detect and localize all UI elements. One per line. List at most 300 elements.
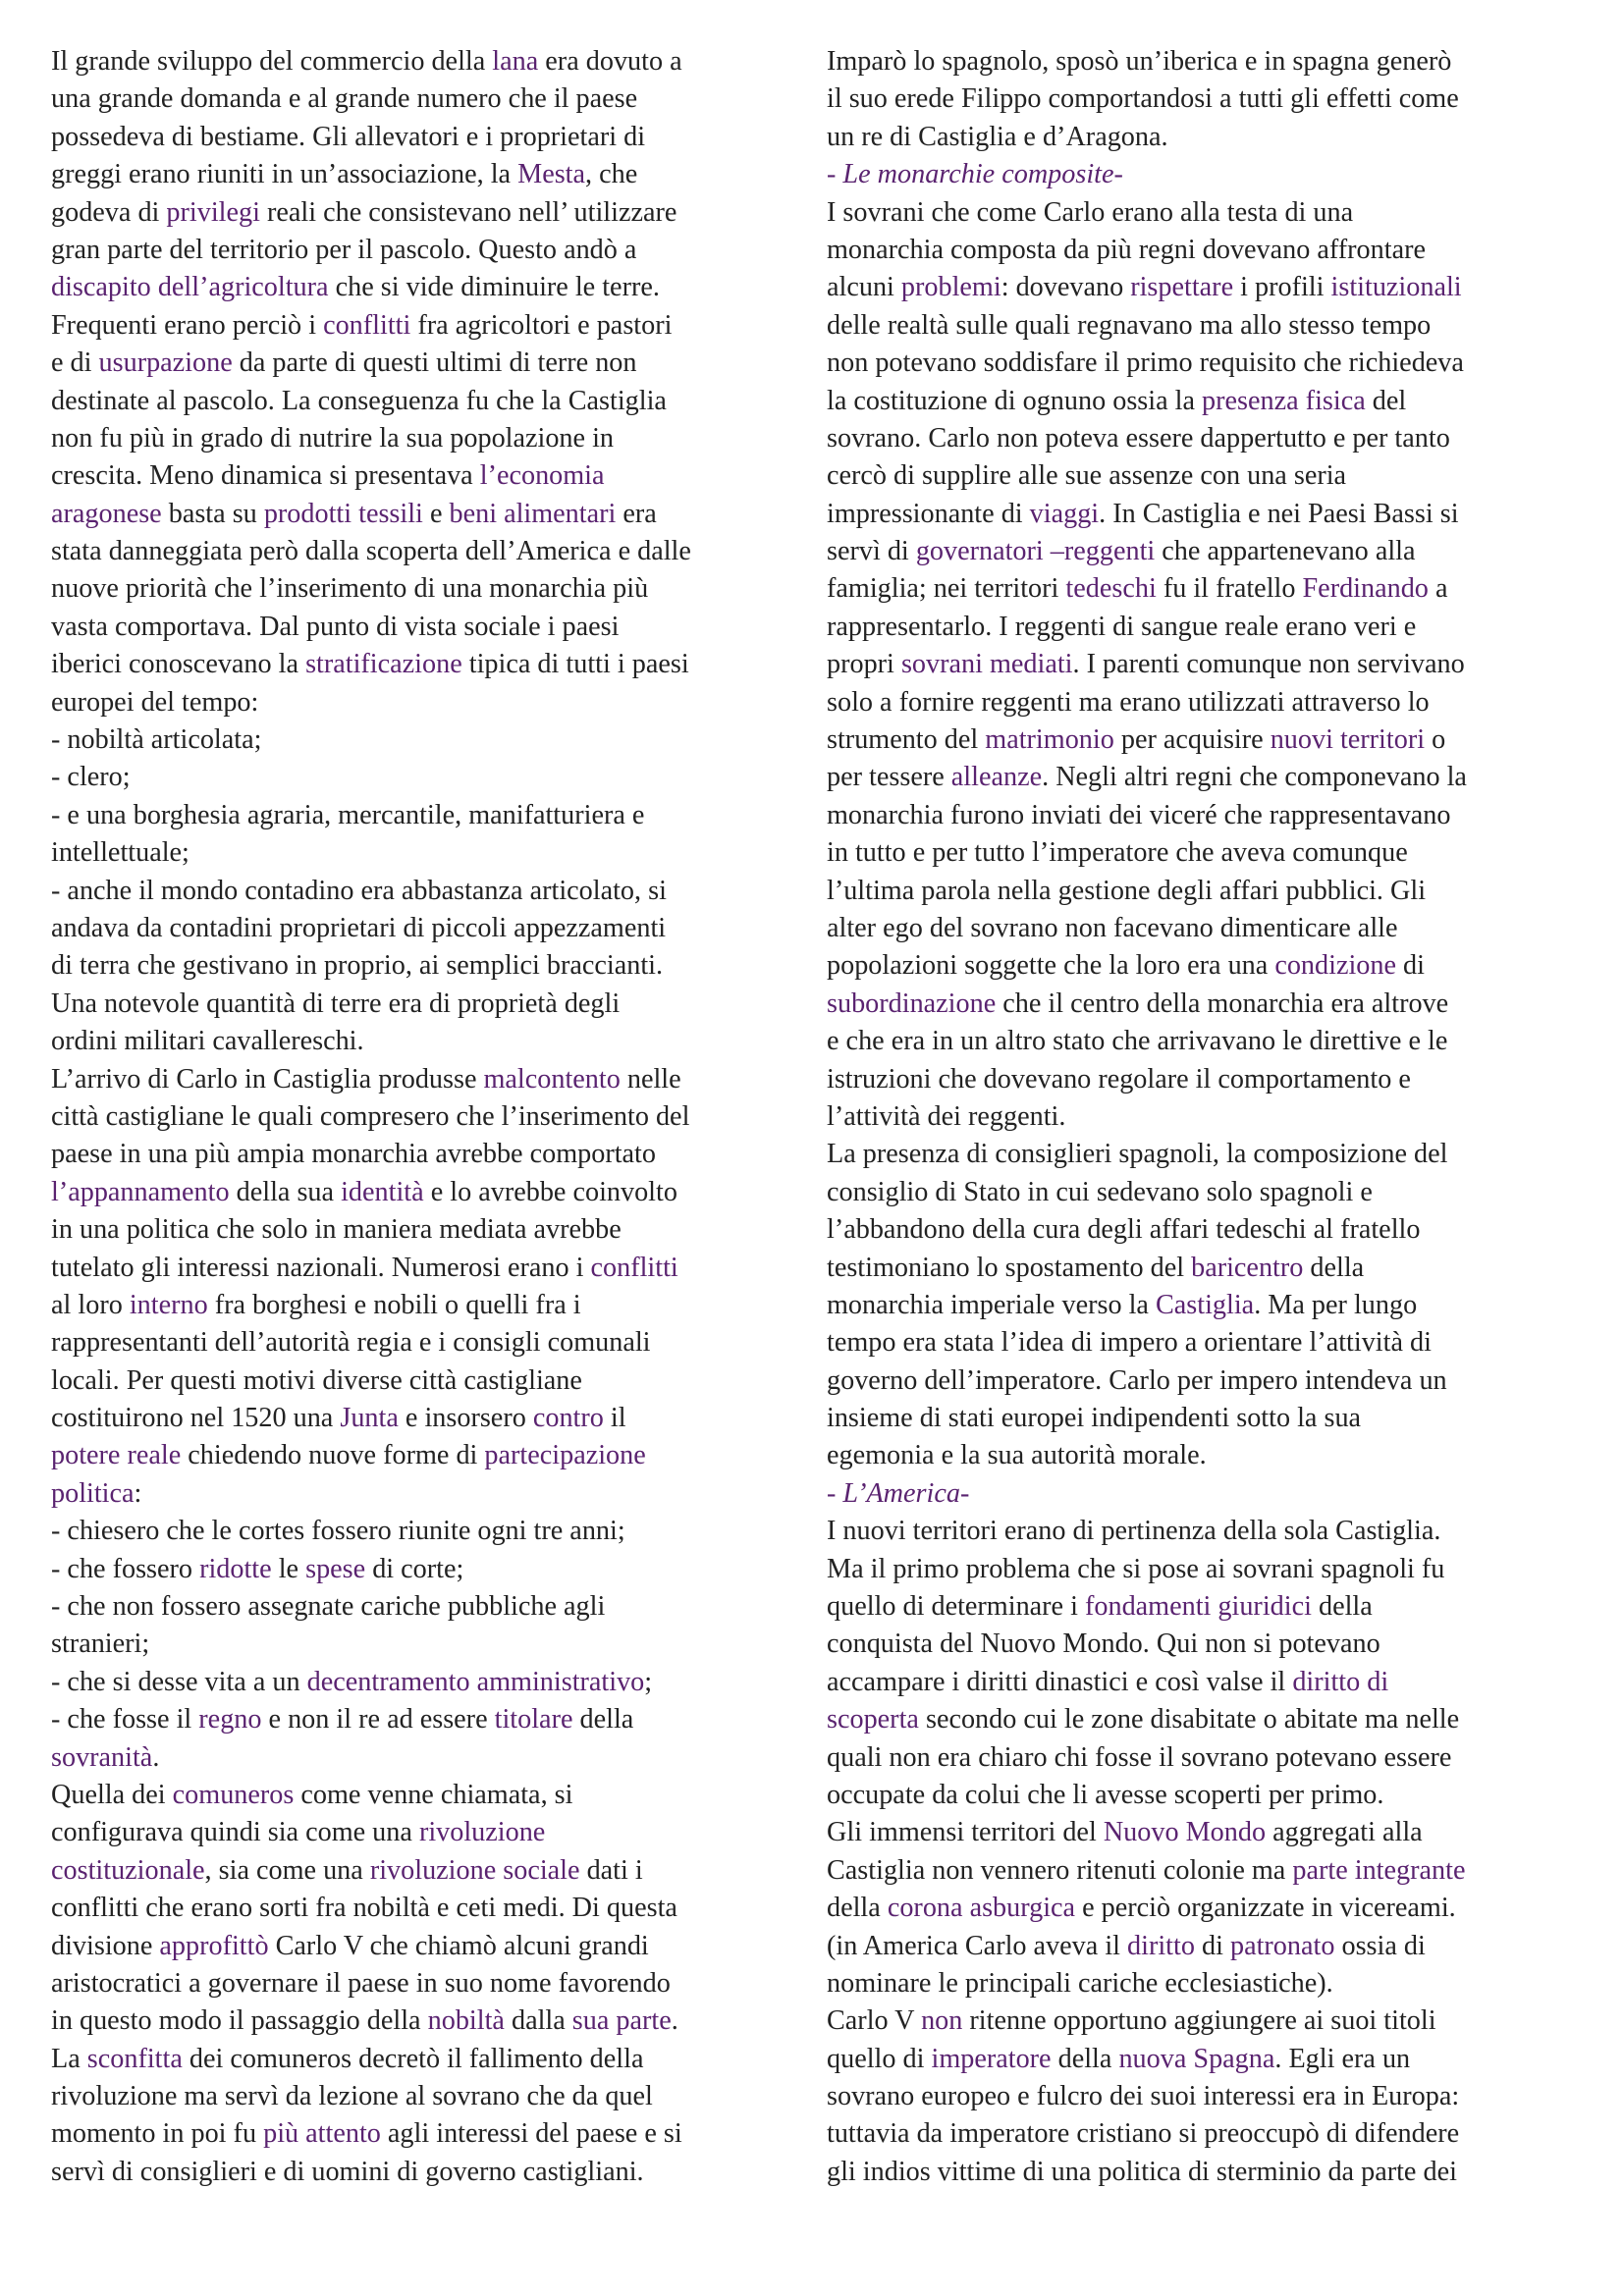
text-line <box>51 570 817 608</box>
text-run: . Negli altri regni che componevano la <box>1042 762 1467 793</box>
text-run: configurava quindi sia come una <box>51 1817 419 1848</box>
text-run: - che fossero <box>51 1553 200 1584</box>
text-line <box>827 1588 1593 1626</box>
text-run: Frequenti erano perciò i <box>51 309 324 341</box>
text-run: Imparò lo spagnolo, sposò un’iberica e in spagna generò <box>827 46 1452 77</box>
highlighted-keyword: fondamenti giuridici <box>1085 1591 1312 1623</box>
text-line <box>51 1965 817 2002</box>
text-line <box>51 797 817 834</box>
text-run: che si vide diminuire le terre. <box>328 272 660 303</box>
text-run: godeva di <box>51 196 167 228</box>
text-run: alter ego del sovrano non facevano dimenticare alle <box>827 912 1398 943</box>
text-line <box>51 873 817 910</box>
text-line <box>51 2154 817 2191</box>
text-line <box>51 1098 817 1136</box>
text-run: - che non fossero assegnate cariche pubbliche agli <box>51 1591 606 1623</box>
text-run: La presenza di consiglieri spagnoli, la composizione del <box>827 1139 1448 1170</box>
text-run: ; <box>644 1666 653 1697</box>
text-line <box>827 156 1593 193</box>
text-line <box>51 194 817 232</box>
text-run: sovrano europeo e fulcro dei suoi interessi era in Europa: <box>827 2081 1460 2112</box>
text-line <box>827 1174 1593 1211</box>
text-line <box>51 496 817 533</box>
text-run: nuove priorità che l’inserimento di una monarchia più <box>51 573 649 605</box>
text-run: della <box>572 1704 634 1735</box>
text-line <box>51 156 817 193</box>
text-line <box>827 1965 1593 2002</box>
highlighted-keyword: l’appannamento <box>51 1176 230 1207</box>
text-run: rappresentanti dell’autorità regia e i consigli comunali <box>51 1327 651 1359</box>
text-run: locali. Per questi motivi diverse città castigliane <box>51 1364 582 1396</box>
text-run: governo dell’imperatore. Carlo per impero intendeva un <box>827 1364 1447 1396</box>
text-line <box>827 721 1593 759</box>
text-line <box>51 119 817 156</box>
text-line <box>51 1513 817 1550</box>
text-line <box>827 910 1593 947</box>
text-run: quello di determinare i <box>827 1591 1085 1623</box>
text-run: al loro <box>51 1289 130 1320</box>
text-run: La <box>51 2043 87 2074</box>
text-line <box>51 43 817 80</box>
text-line <box>51 834 817 872</box>
text-run: l’attività dei reggenti. <box>827 1100 1066 1132</box>
text-run: popolazioni soggette che la loro era una <box>827 950 1275 982</box>
text-run: o <box>1425 724 1446 756</box>
highlighted-keyword: Nuovo Mondo <box>1103 1817 1267 1848</box>
text-run: in tutto e per tutto l’imperatore che aveva comunque <box>827 837 1408 869</box>
text-line <box>827 1777 1593 1814</box>
highlighted-keyword: prodotti tessili <box>263 498 423 529</box>
text-line <box>51 2078 817 2115</box>
text-run: paese in una più ampia monarchia avrebbe comportato <box>51 1139 656 1170</box>
text-run: ossia di <box>1334 1930 1426 1961</box>
text-run: I nuovi territori erano di pertinenza della sola Castiglia. <box>827 1516 1441 1547</box>
text-line <box>827 1475 1593 1513</box>
text-run: greggi erano riuniti in un’associazione, la <box>51 159 518 190</box>
text-run: Carlo V che chiamò alcuni grandi <box>268 1930 649 1961</box>
text-line <box>827 1400 1593 1437</box>
text-line <box>51 457 817 495</box>
text-line <box>51 1777 817 1814</box>
text-run: tempo era stata l’idea di impero a orientare l’attività di <box>827 1327 1432 1359</box>
text-run: L’arrivo di Carlo in Castiglia produsse <box>51 1063 484 1095</box>
text-line <box>827 1136 1593 1173</box>
text-line <box>51 759 817 796</box>
highlighted-keyword: parte integrante <box>1292 1854 1466 1886</box>
text-line <box>51 1475 817 1513</box>
highlighted-keyword: patronato <box>1229 1930 1335 1961</box>
text-line <box>827 646 1593 683</box>
text-run: di <box>1396 950 1425 982</box>
text-line <box>827 43 1593 80</box>
text-line <box>827 1626 1593 1663</box>
highlighted-keyword: Castiglia <box>1155 1289 1255 1320</box>
highlighted-keyword: matrimonio <box>985 724 1114 756</box>
text-line <box>827 684 1593 721</box>
text-run: , sia come una <box>204 1854 370 1886</box>
text-run: quello di <box>827 2043 932 2074</box>
text-run: Il grande sviluppo del commercio della <box>51 46 493 77</box>
text-line <box>827 986 1593 1023</box>
highlighted-keyword: più attento <box>263 2118 381 2150</box>
text-line <box>51 307 817 345</box>
text-run: che il centro della monarchia era altrove <box>996 988 1449 1019</box>
text-run: costituirono nel 1520 una <box>51 1403 341 1434</box>
text-run: gran parte del territorio per il pascolo. Questo andò a <box>51 234 637 265</box>
text-run: servì di consiglieri e di uomini di governo castigliani. <box>51 2156 644 2187</box>
highlighted-keyword: nobiltà <box>427 2005 505 2037</box>
text-run: della <box>1051 2043 1119 2074</box>
highlighted-keyword: conflitti <box>323 309 411 341</box>
text-run: e non il re ad essere <box>261 1704 495 1735</box>
text-run: monarchia imperiale verso la <box>827 1289 1156 1320</box>
highlighted-keyword: discapito dell’agricoltura <box>51 272 329 303</box>
highlighted-keyword: problemi <box>900 272 1001 303</box>
text-run: era dovuto a <box>538 46 682 77</box>
text-line <box>51 910 817 947</box>
text-line <box>827 2041 1593 2078</box>
text-run: propri <box>827 649 901 680</box>
text-run: - clero; <box>51 762 131 793</box>
highlighted-keyword: spese <box>305 1553 366 1584</box>
text-line <box>827 496 1593 533</box>
highlighted-keyword: scoperta <box>827 1704 919 1735</box>
highlighted-keyword: regno <box>198 1704 262 1735</box>
text-run: dati i <box>579 1854 643 1886</box>
text-line <box>51 1324 817 1362</box>
text-run: per tessere <box>827 762 951 793</box>
text-run: divisione <box>51 1930 160 1961</box>
text-run: I sovrani che come Carlo erano alla testa di una <box>827 196 1354 228</box>
text-run: in questo modo il passaggio della <box>51 2005 428 2037</box>
text-line <box>51 1136 817 1173</box>
text-run: possedeva di bestiame. Gli allevatori e i proprietari di <box>51 121 646 152</box>
text-run: di corte; <box>365 1553 464 1584</box>
highlighted-keyword: condizione <box>1274 950 1396 982</box>
text-run: fra agricoltori e pastori <box>410 309 673 341</box>
text-line <box>827 1701 1593 1738</box>
text-run: . <box>671 2005 678 2037</box>
text-run: della sua <box>229 1176 342 1207</box>
text-run: insieme di stati europei indipendenti sotto la sua <box>827 1403 1362 1434</box>
text-run: europei del tempo: <box>51 686 259 718</box>
text-line <box>51 1250 817 1287</box>
highlighted-keyword: istituzionali <box>1330 272 1462 303</box>
text-line <box>827 834 1593 872</box>
highlighted-keyword: presenza fisica <box>1202 385 1366 416</box>
text-run: delle realtà sulle quali regnavano ma allo stesso tempo <box>827 309 1432 341</box>
text-run: conquista del Nuovo Mondo. Qui non si potevano <box>827 1629 1380 1660</box>
text-run: tutelato gli interessi nazionali. Numerosi erano i <box>51 1252 591 1283</box>
text-line <box>827 2002 1593 2040</box>
section-heading: - Le monarchie composite- <box>827 159 1123 190</box>
highlighted-keyword: viaggi <box>1029 498 1100 529</box>
text-line <box>51 1739 817 1777</box>
text-run: in una politica che solo in maniera mediata avrebbe <box>51 1214 622 1246</box>
text-run: ritenne opportuno aggiungere ai suoi titoli <box>962 2005 1436 2037</box>
text-run: monarchia composta da più regni dovevano affrontare <box>827 234 1426 265</box>
text-line <box>827 2078 1593 2115</box>
text-line <box>827 873 1593 910</box>
text-line <box>827 420 1593 457</box>
text-run: . I parenti comunque non servivano <box>1072 649 1465 680</box>
text-run: e lo avrebbe coinvolto <box>423 1176 677 1207</box>
highlighted-keyword: potere reale <box>51 1440 182 1471</box>
text-line <box>51 1664 817 1701</box>
text-run: da parte di questi ultimi di terre non <box>232 347 637 379</box>
text-line <box>827 1890 1593 1927</box>
highlighted-keyword: politica <box>51 1477 135 1509</box>
highlighted-keyword: rivoluzione sociale <box>369 1854 580 1886</box>
text-run: dalla <box>504 2005 572 2037</box>
text-line <box>51 1928 817 1965</box>
highlighted-keyword: comuneros <box>172 1779 295 1810</box>
highlighted-keyword: titolare <box>494 1704 573 1735</box>
text-run: reali che consistevano nell’ utilizzare <box>259 196 677 228</box>
text-run: quali non era chiaro chi fosse il sovrano potevano essere <box>827 1741 1452 1773</box>
highlighted-keyword: identità <box>341 1176 424 1207</box>
text-run: accampare i diritti dinastici e così valse il <box>827 1666 1293 1697</box>
text-line <box>51 1852 817 1890</box>
text-line <box>51 2041 817 2078</box>
text-run: - nobiltà articolata; <box>51 724 262 756</box>
text-line <box>51 1174 817 1211</box>
text-run: : dovevano <box>1001 272 1131 303</box>
text-line <box>827 1551 1593 1588</box>
highlighted-keyword: diritto <box>1127 1930 1195 1961</box>
highlighted-keyword: rivoluzione <box>418 1817 546 1848</box>
text-line <box>827 307 1593 345</box>
text-run: tipica di tutti i paesi <box>461 649 689 680</box>
highlighted-keyword: sovrani mediati <box>900 649 1073 680</box>
highlighted-keyword: privilegi <box>166 196 260 228</box>
text-line <box>51 232 817 269</box>
text-line <box>51 609 817 646</box>
text-run: Ma il primo problema che si pose ai sovrani spagnoli fu <box>827 1553 1445 1584</box>
highlighted-keyword: imperatore <box>931 2043 1052 2074</box>
text-line <box>51 646 817 683</box>
text-run: e che era in un altro stato che arrivavano le direttive e le <box>827 1026 1448 1057</box>
text-run: la costituzione di ognuno ossia la <box>827 385 1203 416</box>
text-line <box>51 1287 817 1324</box>
highlighted-keyword: beni alimentari <box>449 498 617 529</box>
text-run: nelle <box>620 1063 681 1095</box>
text-run: strumento del <box>827 724 986 756</box>
text-line <box>827 345 1593 382</box>
text-run: . In Castiglia e nei Paesi Bassi si <box>1099 498 1459 529</box>
text-line <box>51 1023 817 1060</box>
highlighted-keyword: lana <box>492 46 539 77</box>
text-line <box>827 1287 1593 1324</box>
text-line <box>51 1362 817 1400</box>
text-line <box>827 1852 1593 1890</box>
text-run: che appartenevano alla <box>1155 536 1416 567</box>
text-run: il suo erede Filippo comportandosi a tutti gli effetti come <box>827 83 1459 115</box>
text-line <box>51 1061 817 1098</box>
text-line <box>827 609 1593 646</box>
text-run: e <box>422 498 450 529</box>
text-run: , che <box>585 159 638 190</box>
text-line <box>827 759 1593 796</box>
text-run: istruzioni che dovevano regolare il comportamento e <box>827 1063 1411 1095</box>
text-line <box>51 721 817 759</box>
text-run: - anche il mondo contadino era abbastanza articolato, si <box>51 875 667 906</box>
text-run: nominare le principali cariche ecclesiastiche). <box>827 1967 1333 1999</box>
section-heading: - L’America- <box>827 1477 970 1509</box>
text-run: vasta comportava. Dal punto di vista sociale i paesi <box>51 611 620 642</box>
text-run: città castigliane le quali compresero che l’inserimento del <box>51 1100 690 1132</box>
text-run: momento in poi fu <box>51 2118 264 2150</box>
text-run: le <box>271 1553 306 1584</box>
text-line <box>51 80 817 118</box>
text-line <box>51 383 817 420</box>
text-line <box>51 684 817 721</box>
text-run: una grande domanda e al grande numero che il paese <box>51 83 638 115</box>
text-run: e di <box>51 347 99 379</box>
text-run: dei comuneros decretò il fallimento della <box>182 2043 644 2074</box>
text-run: fu il fratello <box>1156 573 1303 605</box>
text-run: della <box>827 1893 888 1924</box>
text-line <box>51 345 817 382</box>
text-line <box>51 1211 817 1249</box>
text-line <box>51 1890 817 1927</box>
text-line <box>51 533 817 570</box>
text-run: agli interessi del paese e si <box>380 2118 682 2150</box>
text-run: della <box>1311 1591 1373 1623</box>
text-line <box>827 1324 1593 1362</box>
text-line <box>827 232 1593 269</box>
text-line <box>827 1928 1593 1965</box>
highlighted-keyword: rispettare <box>1130 272 1234 303</box>
text-line <box>51 1814 817 1851</box>
text-line <box>51 2115 817 2153</box>
highlighted-keyword: nuova Spagna <box>1118 2043 1275 2074</box>
text-line <box>827 2115 1593 2153</box>
highlighted-keyword: stratificazione <box>305 649 462 680</box>
text-run: . <box>152 1741 160 1773</box>
text-line <box>827 533 1593 570</box>
text-line <box>827 1211 1593 1249</box>
text-line <box>827 269 1593 306</box>
text-line <box>51 1588 817 1626</box>
text-run: aggregati alla <box>1266 1817 1423 1848</box>
text-run: famiglia; nei territori <box>827 573 1066 605</box>
text-run: occupate da colui che li avesse scoperti per primo. <box>827 1779 1384 1810</box>
text-run: tuttavia da imperatore cristiano si preoccupò di difendere <box>827 2118 1460 2150</box>
text-line <box>51 1626 817 1663</box>
text-line <box>827 1513 1593 1550</box>
text-line <box>827 947 1593 985</box>
text-run: un re di Castiglia e d’Aragona. <box>827 121 1168 152</box>
text-line <box>827 1098 1593 1136</box>
text-line <box>827 1250 1593 1287</box>
text-run: destinate al pascolo. La conseguenza fu che la Castiglia <box>51 385 667 416</box>
highlighted-keyword: contro <box>532 1403 604 1434</box>
text-line <box>827 1814 1593 1851</box>
text-run: iberici conoscevano la <box>51 649 306 680</box>
text-line <box>51 947 817 985</box>
text-line <box>827 119 1593 156</box>
text-run: servì di <box>827 536 916 567</box>
text-run: l’abbandono della cura degli affari tedeschi al fratello <box>827 1214 1421 1246</box>
highlighted-keyword: costituzionale <box>51 1854 205 1886</box>
text-run: per acquisire <box>1113 724 1271 756</box>
highlighted-keyword: decentramento amministrativo <box>306 1666 645 1697</box>
text-run: secondo cui le zone disabitate o abitate ma nelle <box>918 1704 1460 1735</box>
highlighted-keyword: tedeschi <box>1065 573 1157 605</box>
text-run: non potevano soddisfare il primo requisito che richiedeva <box>827 347 1464 379</box>
text-run: Carlo V <box>827 2005 922 2037</box>
text-line <box>827 1664 1593 1701</box>
highlighted-keyword: sconfitta <box>86 2043 183 2074</box>
text-run: - che fosse il <box>51 1704 199 1735</box>
text-run: della <box>1303 1252 1365 1283</box>
text-line <box>51 986 817 1023</box>
highlighted-keyword: governatori –reggenti <box>915 536 1156 567</box>
left-text-column <box>51 43 817 2191</box>
text-run: basta su <box>161 498 264 529</box>
text-run: non fu più in grado di nutrire la sua popolazione in <box>51 422 615 454</box>
highlighted-keyword: alleanze <box>950 762 1043 793</box>
highlighted-keyword: ridotte <box>199 1553 272 1584</box>
text-line <box>827 570 1593 608</box>
text-run: stranieri; <box>51 1629 150 1660</box>
highlighted-keyword: non <box>921 2005 963 2037</box>
text-line <box>51 420 817 457</box>
text-run: rivoluzione ma servì da lezione al sovrano che da quel <box>51 2081 653 2112</box>
text-run: Quella dei <box>51 1779 173 1810</box>
text-line <box>827 80 1593 118</box>
text-run: fra borghesi e nobili o quelli fra i <box>207 1289 581 1320</box>
text-line <box>827 1739 1593 1777</box>
text-run: - chiesero che le cortes fossero riunite ogni tre anni; <box>51 1516 625 1547</box>
text-run: - e una borghesia agraria, mercantile, manifatturiera e <box>51 799 645 830</box>
right-text-column <box>827 43 1593 2191</box>
text-run: . Ma per lungo <box>1254 1289 1418 1320</box>
text-run: ordini militari cavallereschi. <box>51 1026 364 1057</box>
highlighted-keyword: partecipazione <box>484 1440 646 1471</box>
text-run: impressionante di <box>827 498 1030 529</box>
text-run: alcuni <box>827 272 901 303</box>
text-run: crescita. Meno dinamica si presentava <box>51 460 480 492</box>
text-line <box>827 2154 1593 2191</box>
highlighted-keyword: sua parte <box>571 2005 672 2037</box>
highlighted-keyword: aragonese <box>51 498 162 529</box>
text-run: il <box>603 1403 626 1434</box>
text-run: andava da contadini proprietari di piccoli appezzamenti <box>51 912 667 943</box>
text-line <box>827 457 1593 495</box>
text-line <box>827 1362 1593 1400</box>
text-run: e insorsero <box>398 1403 533 1434</box>
text-line <box>51 1551 817 1588</box>
highlighted-keyword: Ferdinando <box>1302 573 1429 605</box>
text-run: monarchia furono inviati dei viceré che rappresentavano <box>827 799 1451 830</box>
text-run: consiglio di Stato in cui sedevano solo spagnoli e <box>827 1176 1373 1207</box>
highlighted-keyword: corona asburgica <box>887 1893 1076 1924</box>
text-run: solo a fornire reggenti ma erano utilizzati attraverso lo <box>827 686 1430 718</box>
text-run: a <box>1428 573 1448 605</box>
text-run: (in America Carlo aveva il <box>827 1930 1128 1961</box>
text-run: Una notevole quantità di terre era di proprietà degli <box>51 988 621 1019</box>
text-line <box>827 1061 1593 1098</box>
highlighted-keyword: usurpazione <box>98 347 233 379</box>
text-run: conflitti che erano sorti fra nobiltà e ceti medi. Di questa <box>51 1893 677 1924</box>
text-run: del <box>1365 385 1407 416</box>
text-run: intellettuale; <box>51 837 189 869</box>
highlighted-keyword: diritto di <box>1292 1666 1389 1697</box>
text-run: egemonia e la sua autorità morale. <box>827 1440 1207 1471</box>
text-line <box>827 194 1593 232</box>
